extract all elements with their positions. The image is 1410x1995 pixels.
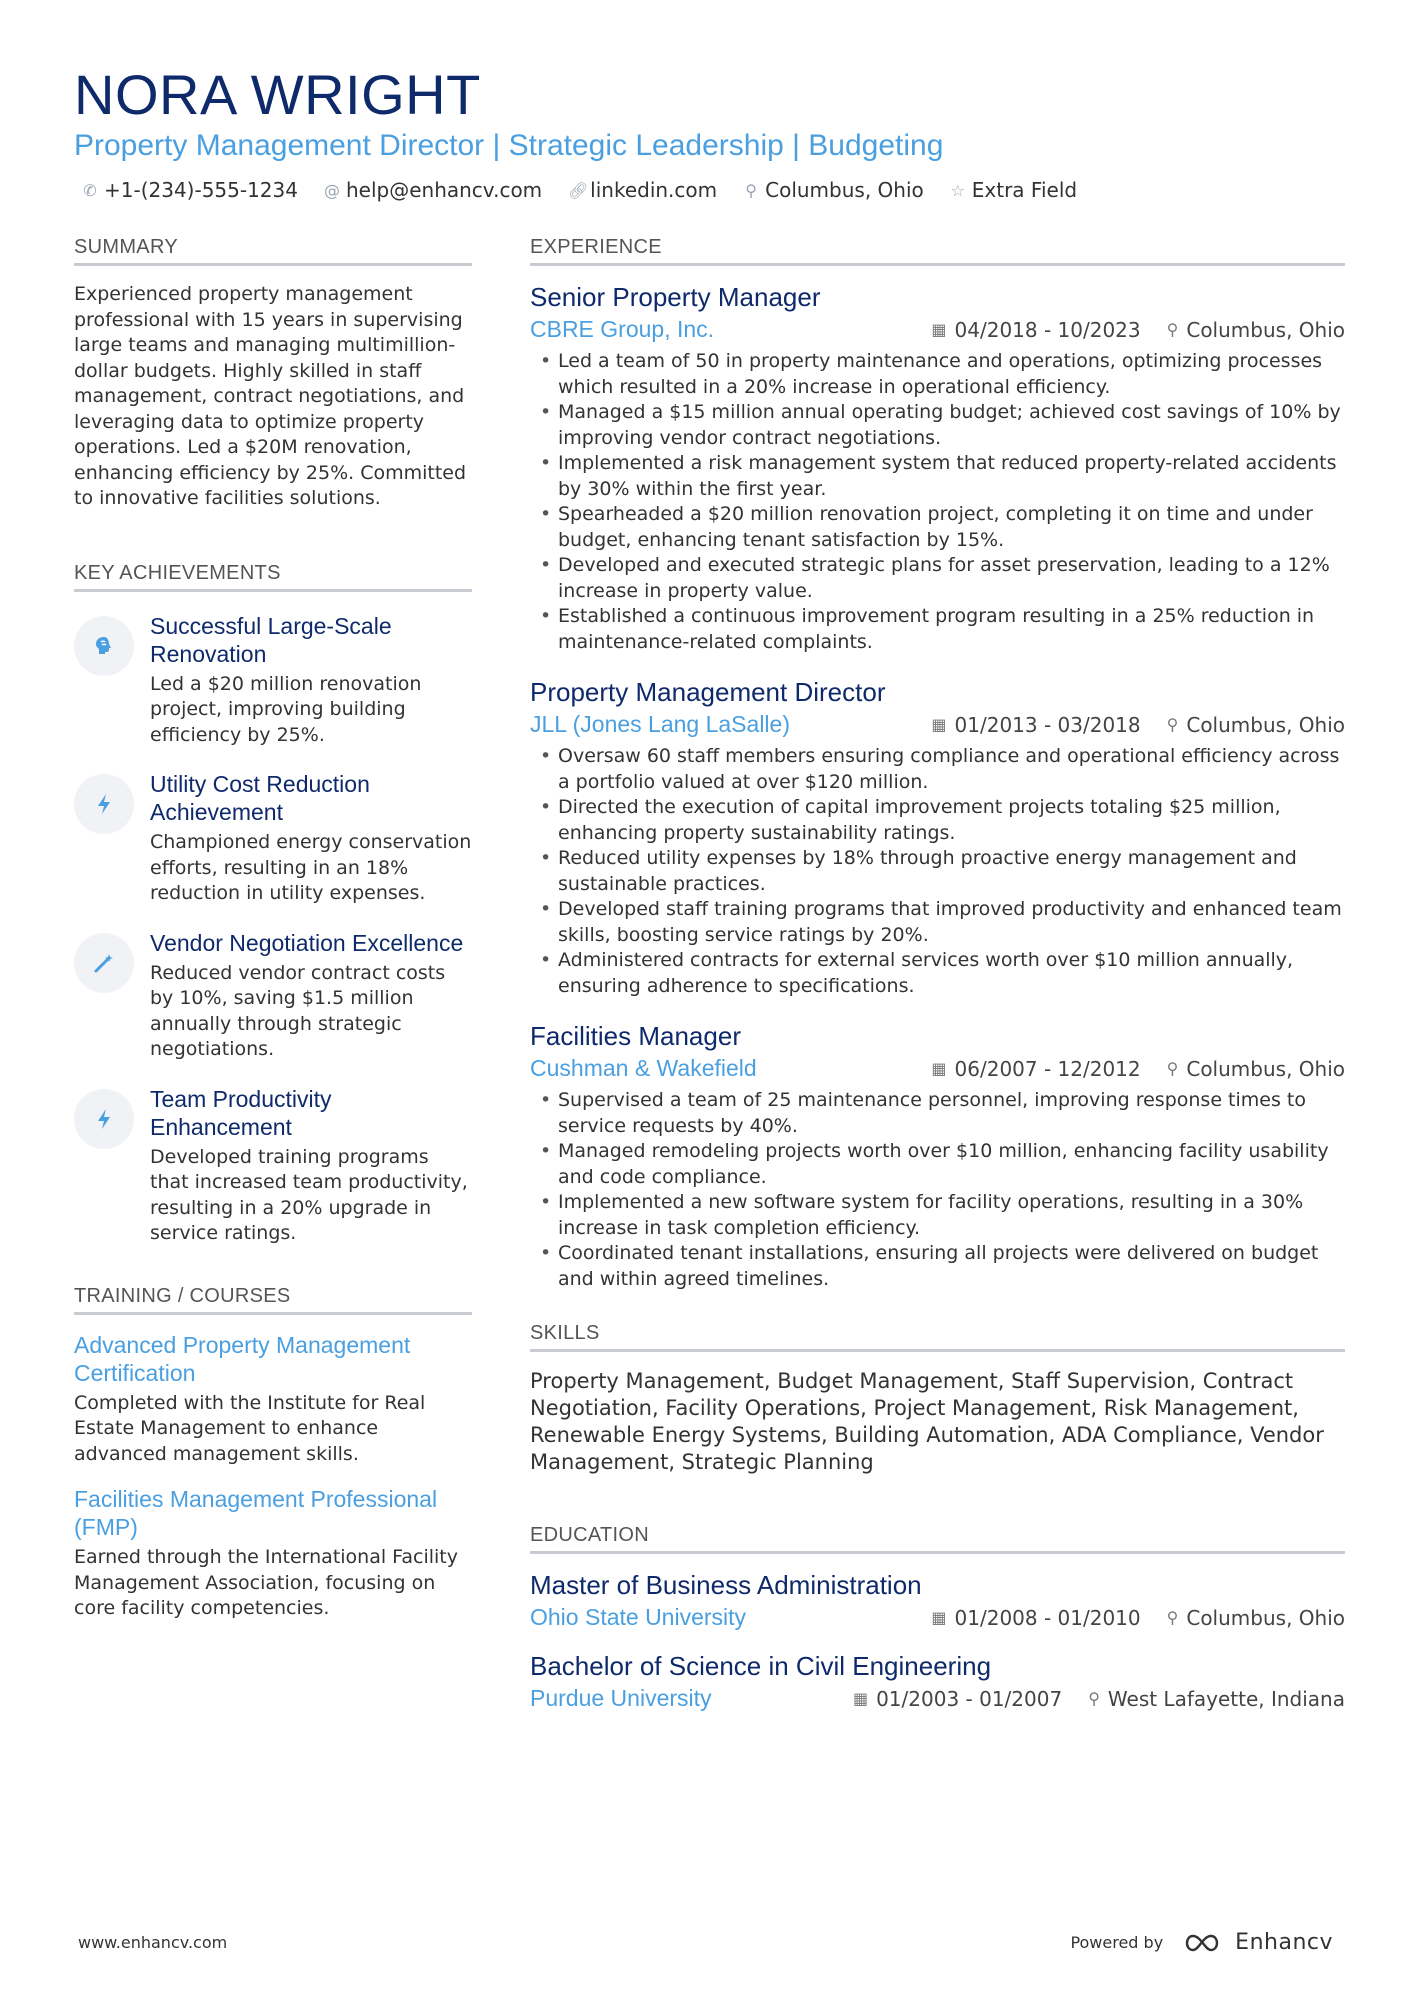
- enhancv-logo[interactable]: Enhancv: [1181, 1930, 1333, 1955]
- resume-header: [74, 62, 1344, 202]
- job-entry: Facilities Manager Cushman & Wakefield ▦ 06/2007 - 12/2012 ⚲ Columbus, Ohio • Supervised a team of 25 maintenance personnel, improving response times to service requests by 40%. • Managed remodeling projects worth over $10 million, enhancing facility usability and code compliance. • Implemented a new software system for facility operations, resulting in a 30% increase in task completion efficiency. • Coordinated tenant installations, ensuring all projects were delivered on budget and within agreed timelines.: [530, 1019, 1345, 1292]
- job-bullets: • Oversaw 60 staff members ensuring compliance and operational efficiency across a portfolio valued at over $120 million. • Directed the execution of capital improvement projects totaling $25 million, enhancing property sustainability ratings. • Reduced utility expenses by 18% through proactive energy management and sustainable practices. • Developed staff training programs that improved productivity and enhanced team skills, boosting service ratings by 20%. • Administered contracts for external services worth over $10 million annually, ensuring adherence to specifications.: [530, 744, 1345, 999]
- contact-extra-field: ☆ Extra Field: [950, 178, 1078, 202]
- skills-text: Property Management, Budget Management, Staff Supervision, Contract Negotiation, Facility Operations, Project Management, Risk Management, Renewable Energy Systems, Building Automation, ADA Compliance, Vendor Management, Strategic Planning: [530, 1369, 1324, 1474]
- education-entry: Bachelor of Science in Civil Engineering Purdue University ▦ 01/2003 - 01/2007 ⚲ West Lafayette, Indiana: [530, 1651, 1345, 1711]
- right-column: [530, 236, 1345, 1730]
- location-pin-icon: ⚲: [1166, 1059, 1179, 1078]
- powered-by: [1070, 1930, 1333, 1955]
- brain-icon: [74, 616, 134, 676]
- calendar-icon: ▦: [852, 1689, 869, 1708]
- skills-heading: SKILLS: [530, 1322, 1345, 1352]
- job-title: Senior Property Manager: [530, 282, 821, 312]
- contact-linkedin[interactable]: 🔗︎ linkedin.com: [568, 178, 718, 202]
- achievement-item: Team Productivity Enhancement Developed training programs that increased team productivity, resulting in a 20% upgrade in service ratings.: [74, 1085, 472, 1247]
- infinity-icon: [1181, 1932, 1227, 1954]
- location-pin-icon: ⚲: [1166, 1608, 1179, 1627]
- education-heading: EDUCATION: [530, 1524, 1345, 1554]
- contact-phone[interactable]: ✆ +1-(234)-555-1234: [83, 178, 298, 202]
- contact-location: ⚲ Columbus, Ohio: [743, 178, 924, 202]
- education-entry: Master of Business Administration Ohio State University ▦ 01/2008 - 01/2010 ⚲ Columbus, Ohio: [530, 1570, 1345, 1630]
- page-footer: [78, 1930, 1333, 1955]
- at-icon: @: [323, 180, 340, 200]
- calendar-icon: ▦: [931, 1608, 947, 1627]
- achievement-item: Utility Cost Reduction Achievement Championed energy conservation efforts, resulting in an 18% reduction in utility expenses.: [74, 770, 472, 907]
- degree-title: Bachelor of Science in Civil Engineering: [530, 1651, 992, 1681]
- location-pin-icon: ⚲: [745, 180, 757, 200]
- job-bullets: • Supervised a team of 25 maintenance personnel, improving response times to service requests by 40%. • Managed remodeling projects worth over $10 million, enhancing facility usability and code compliance. • Implemented a new software system for facility operations, resulting in a 30% increase in task completion efficiency. • Coordinated tenant installations, ensuring all projects were delivered on budget and within agreed timelines.: [530, 1088, 1345, 1292]
- job-title: Facilities Manager: [530, 1021, 741, 1051]
- training-section: [74, 1285, 472, 1622]
- company-name: Cushman & Wakefield: [530, 1055, 757, 1081]
- phone-icon: ✆: [83, 180, 97, 200]
- left-column: [74, 236, 472, 1640]
- lightning-icon: [74, 1089, 134, 1149]
- link-icon: 🔗︎: [568, 180, 589, 200]
- summary-heading: SUMMARY: [74, 236, 472, 266]
- summary-section: [74, 236, 472, 512]
- job-entry: Senior Property Manager CBRE Group, Inc. ▦ 04/2018 - 10/2023 ⚲ Columbus, Ohio • Led a team of 50 in property maintenance and operations, optimizing processes which resulted in a 20% increase in operational efficiency. • Managed a $15 million annual operating budget; achieved cost savings of 10% by improving vendor contract negotiations. • Implemented a risk management system that reduced property-related accidents by 30% within the first year. • Spearheaded a $20 million renovation project, completing it on time and under budget, enhancing tenant satisfaction by 15%. • Developed and executed strategic plans for asset preservation, leading to a 12% increase in property value. • Established a continuous improvement program resulting in a 25% reduction in maintenance-related complaints.: [530, 280, 1345, 655]
- summary-text: Experienced property management professional with 15 years in supervising large teams and managing multimillion-dollar budgets. Highly skilled in staff management, contract negotiations, and leveraging data to optimize property operations. Led a $20M renovation, enhancing efficiency by 25%. Committed to innovative facilities solutions.: [74, 283, 467, 509]
- education-section: [530, 1524, 1345, 1712]
- experience-heading: EXPERIENCE: [530, 236, 1345, 266]
- skills-section: [530, 1322, 1345, 1476]
- job-entry: Property Management Director JLL (Jones Lang LaSalle) ▦ 01/2013 - 03/2018 ⚲ Columbus, Ohio • Oversaw 60 staff members ensuring compliance and operational efficiency across a portfolio valued at over $120 million. • Directed the execution of capital improvement projects totaling $25 million, enhancing property sustainability ratings. • Reduced utility expenses by 18% through proactive energy management and sustainable practices. • Developed staff training programs that improved productivity and enhanced team skills, boosting service ratings by 20%. • Administered contracts for external services worth over $10 million annually, ensuring adherence to specifications.: [530, 675, 1345, 999]
- company-name: CBRE Group, Inc.: [530, 316, 715, 342]
- calendar-icon: ▦: [931, 1059, 947, 1078]
- footer-website-link[interactable]: www.enhancv.com: [78, 1933, 228, 1952]
- location-pin-icon: ⚲: [1166, 320, 1179, 339]
- achievement-item: Vendor Negotiation Excellence Reduced vendor contract costs by 10%, saving $1.5 million annually through strategic negotiations.: [74, 929, 472, 1063]
- achievements-section: [74, 562, 472, 1247]
- candidate-name: NORA WRIGHT: [74, 63, 481, 126]
- powered-by-label: Powered by: [1070, 1933, 1164, 1952]
- contact-bar: [74, 178, 1344, 202]
- course-item: Advanced Property Management Certification Completed with the Institute for Real Estate Management to enhance advanced management skills.: [74, 1331, 426, 1465]
- training-heading: TRAINING / COURSES: [74, 1285, 472, 1315]
- location-pin-icon: ⚲: [1088, 1689, 1100, 1708]
- location-pin-icon: ⚲: [1166, 715, 1179, 734]
- course-item: Facilities Management Professional (FMP) Earned through the International Facility Management Association, focusing on core facility competencies.: [74, 1486, 458, 1619]
- school-name: Ohio State University: [530, 1604, 747, 1630]
- lightning-icon: [74, 774, 134, 834]
- job-bullets: • Led a team of 50 in property maintenance and operations, optimizing processes which resulted in a 20% increase in operational efficiency. • Managed a $15 million annual operating budget; achieved cost savings of 10% by improving vendor contract negotiations. • Implemented a risk management system that reduced property-related accidents by 30% within the first year. • Spearheaded a $20 million renovation project, completing it on time and under budget, enhancing tenant satisfaction by 15%. • Developed and executed strategic plans for asset preservation, leading to a 12% increase in property value. • Established a continuous improvement program resulting in a 25% reduction in maintenance-related complaints.: [530, 349, 1345, 655]
- candidate-headline: Property Management Director | Strategic Leadership | Budgeting: [74, 129, 944, 162]
- job-title: Property Management Director: [530, 677, 886, 707]
- calendar-icon: ▦: [931, 320, 947, 339]
- achievement-item: Successful Large-Scale Renovation Led a $20 million renovation project, improving building efficiency by 25%.: [74, 612, 472, 749]
- star-icon: ☆: [950, 180, 965, 200]
- company-name: JLL (Jones Lang LaSalle): [530, 711, 790, 737]
- calendar-icon: ▦: [931, 715, 947, 734]
- school-name: Purdue University: [530, 1685, 712, 1711]
- degree-title: Master of Business Administration: [530, 1570, 922, 1600]
- magic-wand-icon: [74, 933, 134, 993]
- achievements-heading: KEY ACHIEVEMENTS: [74, 562, 472, 592]
- experience-section: [530, 236, 1345, 1292]
- contact-email[interactable]: @ help@enhancv.com: [323, 178, 543, 202]
